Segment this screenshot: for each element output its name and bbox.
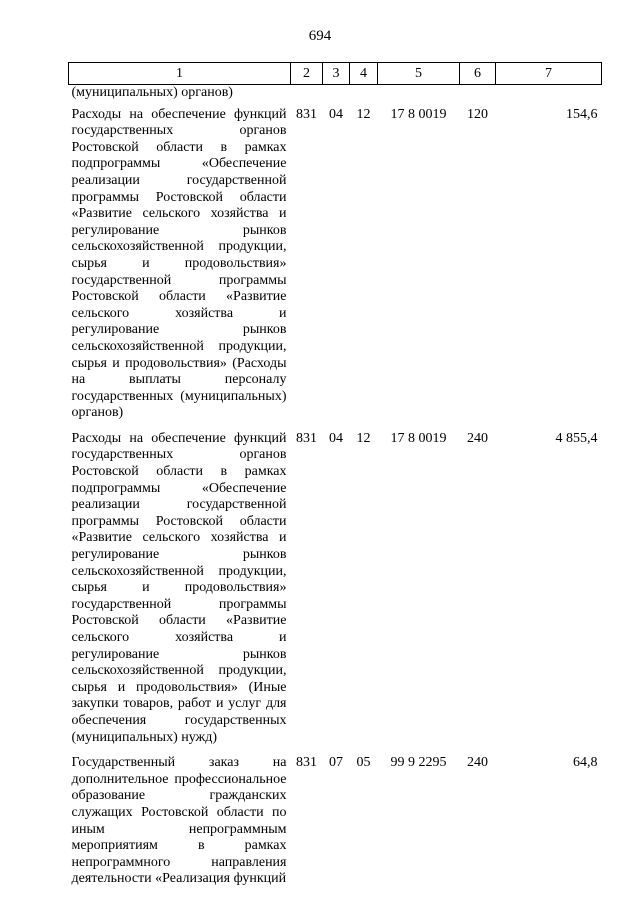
- column-header-1: 1: [69, 63, 291, 85]
- row-col-6: 120: [467, 106, 488, 122]
- row-description: Государственный заказ на дополнительное профессиональное образование гражданских служащих Ростовской области по иным непрограммным мероприятиям в рамках непрограммного направления деятельности «Реализация функций: [71, 755, 287, 887]
- column-header-2: 2: [291, 63, 323, 85]
- row-col-4: 12: [356, 106, 371, 122]
- row-col-3: 04: [329, 106, 343, 122]
- row-col-6: 240: [467, 430, 488, 446]
- table-row: [69, 431, 602, 755]
- row-col-4: 12: [356, 430, 371, 446]
- row-col-5: 17 8 0019: [390, 430, 447, 446]
- row-amount: 154,6: [566, 106, 598, 122]
- column-header-4: 4: [350, 63, 378, 85]
- page-number: 694: [308, 28, 332, 44]
- row-amount: 4 855,4: [555, 430, 598, 446]
- row-col-2: 831: [296, 430, 317, 446]
- row-col-2: 831: [296, 106, 317, 122]
- row-col-5: 99 9 2295: [390, 755, 447, 771]
- row-col-2: 831: [296, 755, 317, 771]
- table-header-row: [69, 63, 602, 85]
- row-col-6: 240: [467, 755, 488, 771]
- row-col-3: 07: [329, 755, 343, 771]
- column-header-7: 7: [496, 63, 602, 85]
- column-header-5: 5: [378, 63, 460, 85]
- row-col-3: 04: [329, 430, 343, 446]
- table-row: [69, 107, 602, 431]
- row-description: Расходы на обеспечение функций государственных органов Ростовской области в рамках подпрограммы «Обеспечение реализации государственной программы Ростовской области «Развитие сельского хозяйства и регулирование рынков сельскохозяйственной продукции, сырья и продовольствия» государственной программы Ростовской области «Развитие сельского хозяйства и регулирование рынков сельскохозяйственной продукции, сырья и продовольствия» (Расходы на выплаты персоналу государственных (муниципальных) органов): [71, 106, 287, 421]
- row-description: Расходы на обеспечение функций государственных органов Ростовской области в рамках подпрограммы «Обеспечение реализации государственной программы Ростовской области «Развитие сельского хозяйства и регулирование рынков сельскохозяйственной продукции, сырья и продовольствия» государственной программы Ростовской области «Развитие сельского хозяйства и регулирование рынков сельскохозяйственной продукции, сырья и продовольствия» (Иные закупки товаров, работ и услуг для обеспечения государственных (муниципальных) нужд): [71, 430, 287, 745]
- continuation-row: [69, 85, 602, 107]
- budget-table: [68, 62, 602, 897]
- column-header-3: 3: [323, 63, 350, 85]
- row-col-4: 05: [356, 755, 371, 771]
- table-row: [69, 755, 602, 897]
- row-col-5: 17 8 0019: [390, 106, 447, 122]
- column-header-6: 6: [460, 63, 496, 85]
- continuation-text: (муниципальных) органов): [71, 85, 233, 100]
- row-amount: 64,8: [573, 755, 598, 771]
